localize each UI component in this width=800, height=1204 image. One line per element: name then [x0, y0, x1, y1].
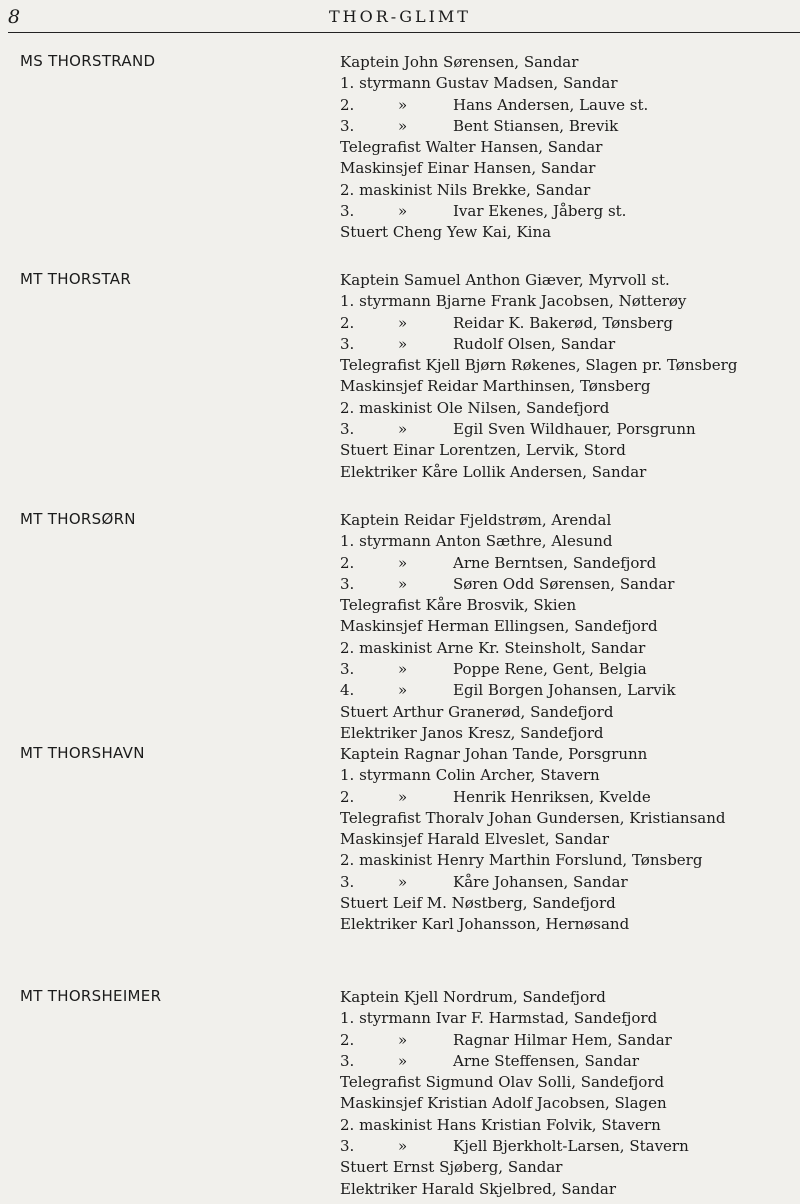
crew-role: 1. styrmann	[340, 292, 431, 311]
crew-name: Samuel Anthon Giæver, Myrvoll st.	[403, 271, 670, 289]
crew-member	[340, 270, 737, 291]
crew-name: Kjell Nordrum, Sandefjord	[403, 988, 606, 1006]
crew-member	[340, 595, 658, 616]
crew-role: 1. styrmann	[340, 74, 431, 93]
crew-list	[340, 510, 676, 744]
crew-role: Telegrafist	[340, 1073, 421, 1092]
crew-member	[340, 510, 658, 531]
ditto-mark: »	[398, 202, 408, 221]
crew-role: Stuert	[340, 894, 389, 913]
crew-member	[340, 1051, 667, 1072]
crew-name: Karl Johansson, Hernøsand	[421, 915, 630, 934]
crew-name: Einar Lorentzen, Lervik, Stord	[392, 441, 626, 460]
crew-role: 1. styrmann	[340, 532, 431, 551]
crew-name: Kjell Bjerkholt-Larsen, Stavern	[453, 1137, 689, 1156]
crew-name: Henrik Henriksen, Kvelde	[453, 787, 651, 806]
crew-member	[340, 893, 725, 914]
crew-name: Kåre Brosvik, Skien	[425, 596, 577, 615]
crew-role: Kaptein	[340, 745, 400, 763]
crew-member	[340, 702, 658, 723]
crew-name: Harald Skjelbred, Sandar	[421, 1179, 617, 1198]
crew-member	[340, 1008, 667, 1029]
crew-name: Sigmund Olav Solli, Sandefjord	[425, 1073, 665, 1092]
ditto-mark: »	[398, 1137, 408, 1156]
crew-member	[340, 574, 675, 595]
crew-member	[340, 334, 737, 355]
crew-name: Kåre Johansen, Sandar	[453, 872, 628, 891]
crew-name: Ragnar Johan Tande, Porsgrunn	[403, 745, 648, 763]
crew-name: Colin Archer, Stavern	[435, 766, 600, 785]
crew-name: Reidar K. Bakerød, Tønsberg	[453, 313, 673, 332]
crew-member	[340, 52, 618, 73]
crew-role: Maskinsjef	[340, 1094, 423, 1113]
crew-role: Maskinsjef	[340, 830, 423, 849]
crew-member	[340, 440, 737, 461]
crew-role: 2.	[340, 1030, 355, 1049]
crew-member	[340, 95, 649, 116]
ship-name: MT THORSHAVN	[20, 744, 145, 762]
crew-role: 2. maskinist	[340, 638, 433, 657]
crew-role: Maskinsjef	[340, 377, 423, 396]
crew-role: Kaptein	[340, 53, 400, 71]
crew-role: Maskinsjef	[340, 617, 423, 636]
crew-name: Henry Marthin Forslund, Tønsberg	[436, 851, 703, 870]
crew-role: 2. maskinist	[340, 180, 433, 199]
crew-role: 2. maskinist	[340, 851, 433, 870]
crew-name: Bent Stiansen, Brevik	[453, 116, 619, 135]
crew-member	[340, 137, 618, 158]
page-header	[0, 0, 800, 34]
crew-role: Telegrafist	[340, 808, 421, 827]
crew-role: 2. maskinist	[340, 1115, 433, 1134]
ditto-mark: »	[398, 660, 408, 679]
crew-role: Stuert	[340, 702, 389, 721]
ditto-mark: »	[398, 1051, 408, 1070]
crew-list	[340, 744, 725, 936]
crew-name: Rudolf Olsen, Sandar	[453, 334, 616, 353]
crew-name: Søren Odd Sørensen, Sandar	[453, 574, 675, 593]
crew-member	[340, 180, 618, 201]
crew-name: Kristian Adolf Jacobsen, Slagen	[427, 1094, 667, 1113]
crew-name: Leif M. Nøstberg, Sandefjord	[392, 894, 616, 913]
crew-member	[340, 419, 737, 440]
crew-role: 3.	[340, 420, 355, 439]
crew-name: Reidar Fjeldstrøm, Arendal	[403, 511, 612, 529]
crew-member	[340, 1030, 672, 1051]
crew-member	[340, 73, 618, 94]
crew-name: Arthur Granerød, Sandefjord	[392, 702, 614, 721]
crew-member	[340, 987, 667, 1008]
crew-name: Cheng Yew Kai, Kina	[392, 223, 552, 242]
crew-name: Thoralv Johan Gundersen, Kristiansand	[425, 808, 726, 827]
crew-member	[340, 829, 725, 850]
crew-name: Einar Hansen, Sandar	[427, 159, 596, 178]
crew-role: 3.	[340, 202, 355, 221]
ditto-mark: »	[398, 334, 408, 353]
ship-name: MT THORSØRN	[20, 510, 136, 528]
crew-member	[340, 680, 676, 701]
crew-name: Ole Nilsen, Sandefjord	[436, 398, 610, 417]
ditto-mark: »	[398, 787, 408, 806]
crew-name: Egil Sven Wildhauer, Porsgrunn	[453, 420, 696, 439]
crew-role: 4.	[340, 681, 355, 700]
crew-member	[340, 787, 725, 808]
crew-name: Nils Brekke, Sandar	[436, 180, 591, 199]
ditto-mark: »	[398, 1030, 408, 1049]
crew-name: Arne Steffensen, Sandar	[453, 1051, 640, 1070]
crew-member	[340, 1115, 667, 1136]
crew-role: 2.	[340, 313, 355, 332]
crew-member	[340, 116, 618, 137]
crew-member	[340, 723, 658, 744]
crew-role: Elektriker	[340, 1179, 417, 1198]
header-rule	[8, 32, 800, 33]
crew-name: Gustav Madsen, Sandar	[435, 74, 618, 93]
crew-name: Egil Borgen Johansen, Larvik	[453, 681, 676, 700]
crew-name: Hans Kristian Folvik, Stavern	[436, 1115, 661, 1134]
crew-list	[340, 270, 737, 483]
crew-member	[340, 1093, 667, 1114]
crew-member	[340, 872, 725, 893]
crew-member	[340, 201, 627, 222]
crew-role: 1. styrmann	[340, 1009, 431, 1028]
crew-list	[340, 987, 689, 1200]
crew-member	[340, 553, 658, 574]
crew-name: Ivar F. Harmstad, Sandefjord	[435, 1009, 658, 1028]
ditto-mark: »	[398, 116, 408, 135]
crew-role: Telegrafist	[340, 138, 421, 157]
crew-name: Ernst Sjøberg, Sandar	[392, 1158, 563, 1177]
crew-name: Ivar Ekenes, Jåberg st.	[453, 202, 627, 221]
crew-role: 1. styrmann	[340, 766, 431, 785]
ditto-mark: »	[398, 95, 408, 114]
crew-name: Reidar Marthinsen, Tønsberg	[427, 377, 651, 396]
crew-name: Kåre Lollik Andersen, Sandar	[421, 462, 647, 481]
ship-name: MT THORSHEIMER	[20, 987, 162, 1005]
ship-name: MS THORSTRAND	[20, 52, 156, 70]
crew-role: Elektriker	[340, 915, 417, 934]
crew-role: 3.	[340, 574, 355, 593]
crew-name: Arne Berntsen, Sandefjord	[453, 553, 657, 572]
crew-name: Hans Andersen, Lauve st.	[453, 95, 649, 114]
crew-role: 3.	[340, 334, 355, 353]
crew-role: 2.	[340, 553, 355, 572]
crew-member	[340, 765, 725, 786]
crew-member	[340, 531, 658, 552]
crew-member	[340, 638, 658, 659]
crew-role: Elektriker	[340, 462, 417, 481]
crew-member	[340, 398, 737, 419]
crew-name: Arne Kr. Steinsholt, Sandar	[436, 638, 646, 657]
crew-member	[340, 1136, 689, 1157]
crew-role: 3.	[340, 1137, 355, 1156]
crew-member	[340, 462, 737, 483]
crew-role: Telegrafist	[340, 596, 421, 615]
ship-name: MT THORSTAR	[20, 270, 132, 288]
crew-role: Kaptein	[340, 988, 400, 1006]
crew-name: Poppe Rene, Gent, Belgia	[453, 660, 647, 679]
crew-role: 3.	[340, 1051, 355, 1070]
crew-role: Stuert	[340, 223, 389, 242]
crew-role: 3.	[340, 660, 355, 679]
crew-name: Ragnar Hilmar Hem, Sandar	[453, 1030, 672, 1049]
crew-member	[340, 355, 737, 376]
crew-member	[340, 659, 658, 680]
running-title: THOR-GLIMT	[329, 7, 471, 26]
crew-role: Stuert	[340, 1158, 389, 1177]
crew-role: 2.	[340, 787, 355, 806]
crew-member	[340, 222, 618, 243]
crew-member	[340, 1072, 667, 1093]
crew-member	[340, 1157, 667, 1178]
crew-role: 3.	[340, 116, 355, 135]
crew-member	[340, 616, 658, 637]
ditto-mark: »	[398, 553, 408, 572]
ditto-mark: »	[398, 574, 408, 593]
crew-role: Kaptein	[340, 271, 400, 289]
crew-role: 3.	[340, 872, 355, 891]
crew-list	[340, 52, 649, 244]
crew-name: Anton Sæthre, Alesund	[435, 532, 613, 551]
crew-member	[340, 1179, 667, 1200]
ditto-mark: »	[398, 313, 408, 332]
crew-member	[340, 376, 737, 397]
ditto-mark: »	[398, 681, 408, 700]
crew-name: Walter Hansen, Sandar	[425, 138, 603, 157]
crew-role: Kaptein	[340, 511, 400, 529]
crew-role: Elektriker	[340, 723, 417, 742]
ditto-mark: »	[398, 872, 408, 891]
crew-role: Telegrafist	[340, 356, 421, 375]
crew-name: Harald Elveslet, Sandar	[427, 830, 610, 849]
page-number: 8	[8, 6, 21, 28]
crew-member	[340, 744, 725, 765]
crew-role: Maskinsjef	[340, 159, 423, 178]
crew-name: John Sørensen, Sandar	[403, 53, 579, 71]
crew-member	[340, 313, 737, 334]
crew-name: Herman Ellingsen, Sandefjord	[427, 617, 658, 636]
crew-member	[340, 808, 725, 829]
crew-member	[340, 158, 618, 179]
crew-role: 2.	[340, 95, 355, 114]
crew-name: Bjarne Frank Jacobsen, Nøtterøy	[435, 292, 687, 311]
ditto-mark: »	[398, 420, 408, 439]
crew-member	[340, 291, 737, 312]
crew-name: Kjell Bjørn Røkenes, Slagen pr. Tønsberg	[425, 356, 738, 375]
crew-name: Janos Kresz, Sandefjord	[421, 723, 604, 742]
crew-member	[340, 850, 725, 871]
crew-role: 2. maskinist	[340, 398, 433, 417]
crew-role: Stuert	[340, 441, 389, 460]
crew-member	[340, 914, 725, 935]
